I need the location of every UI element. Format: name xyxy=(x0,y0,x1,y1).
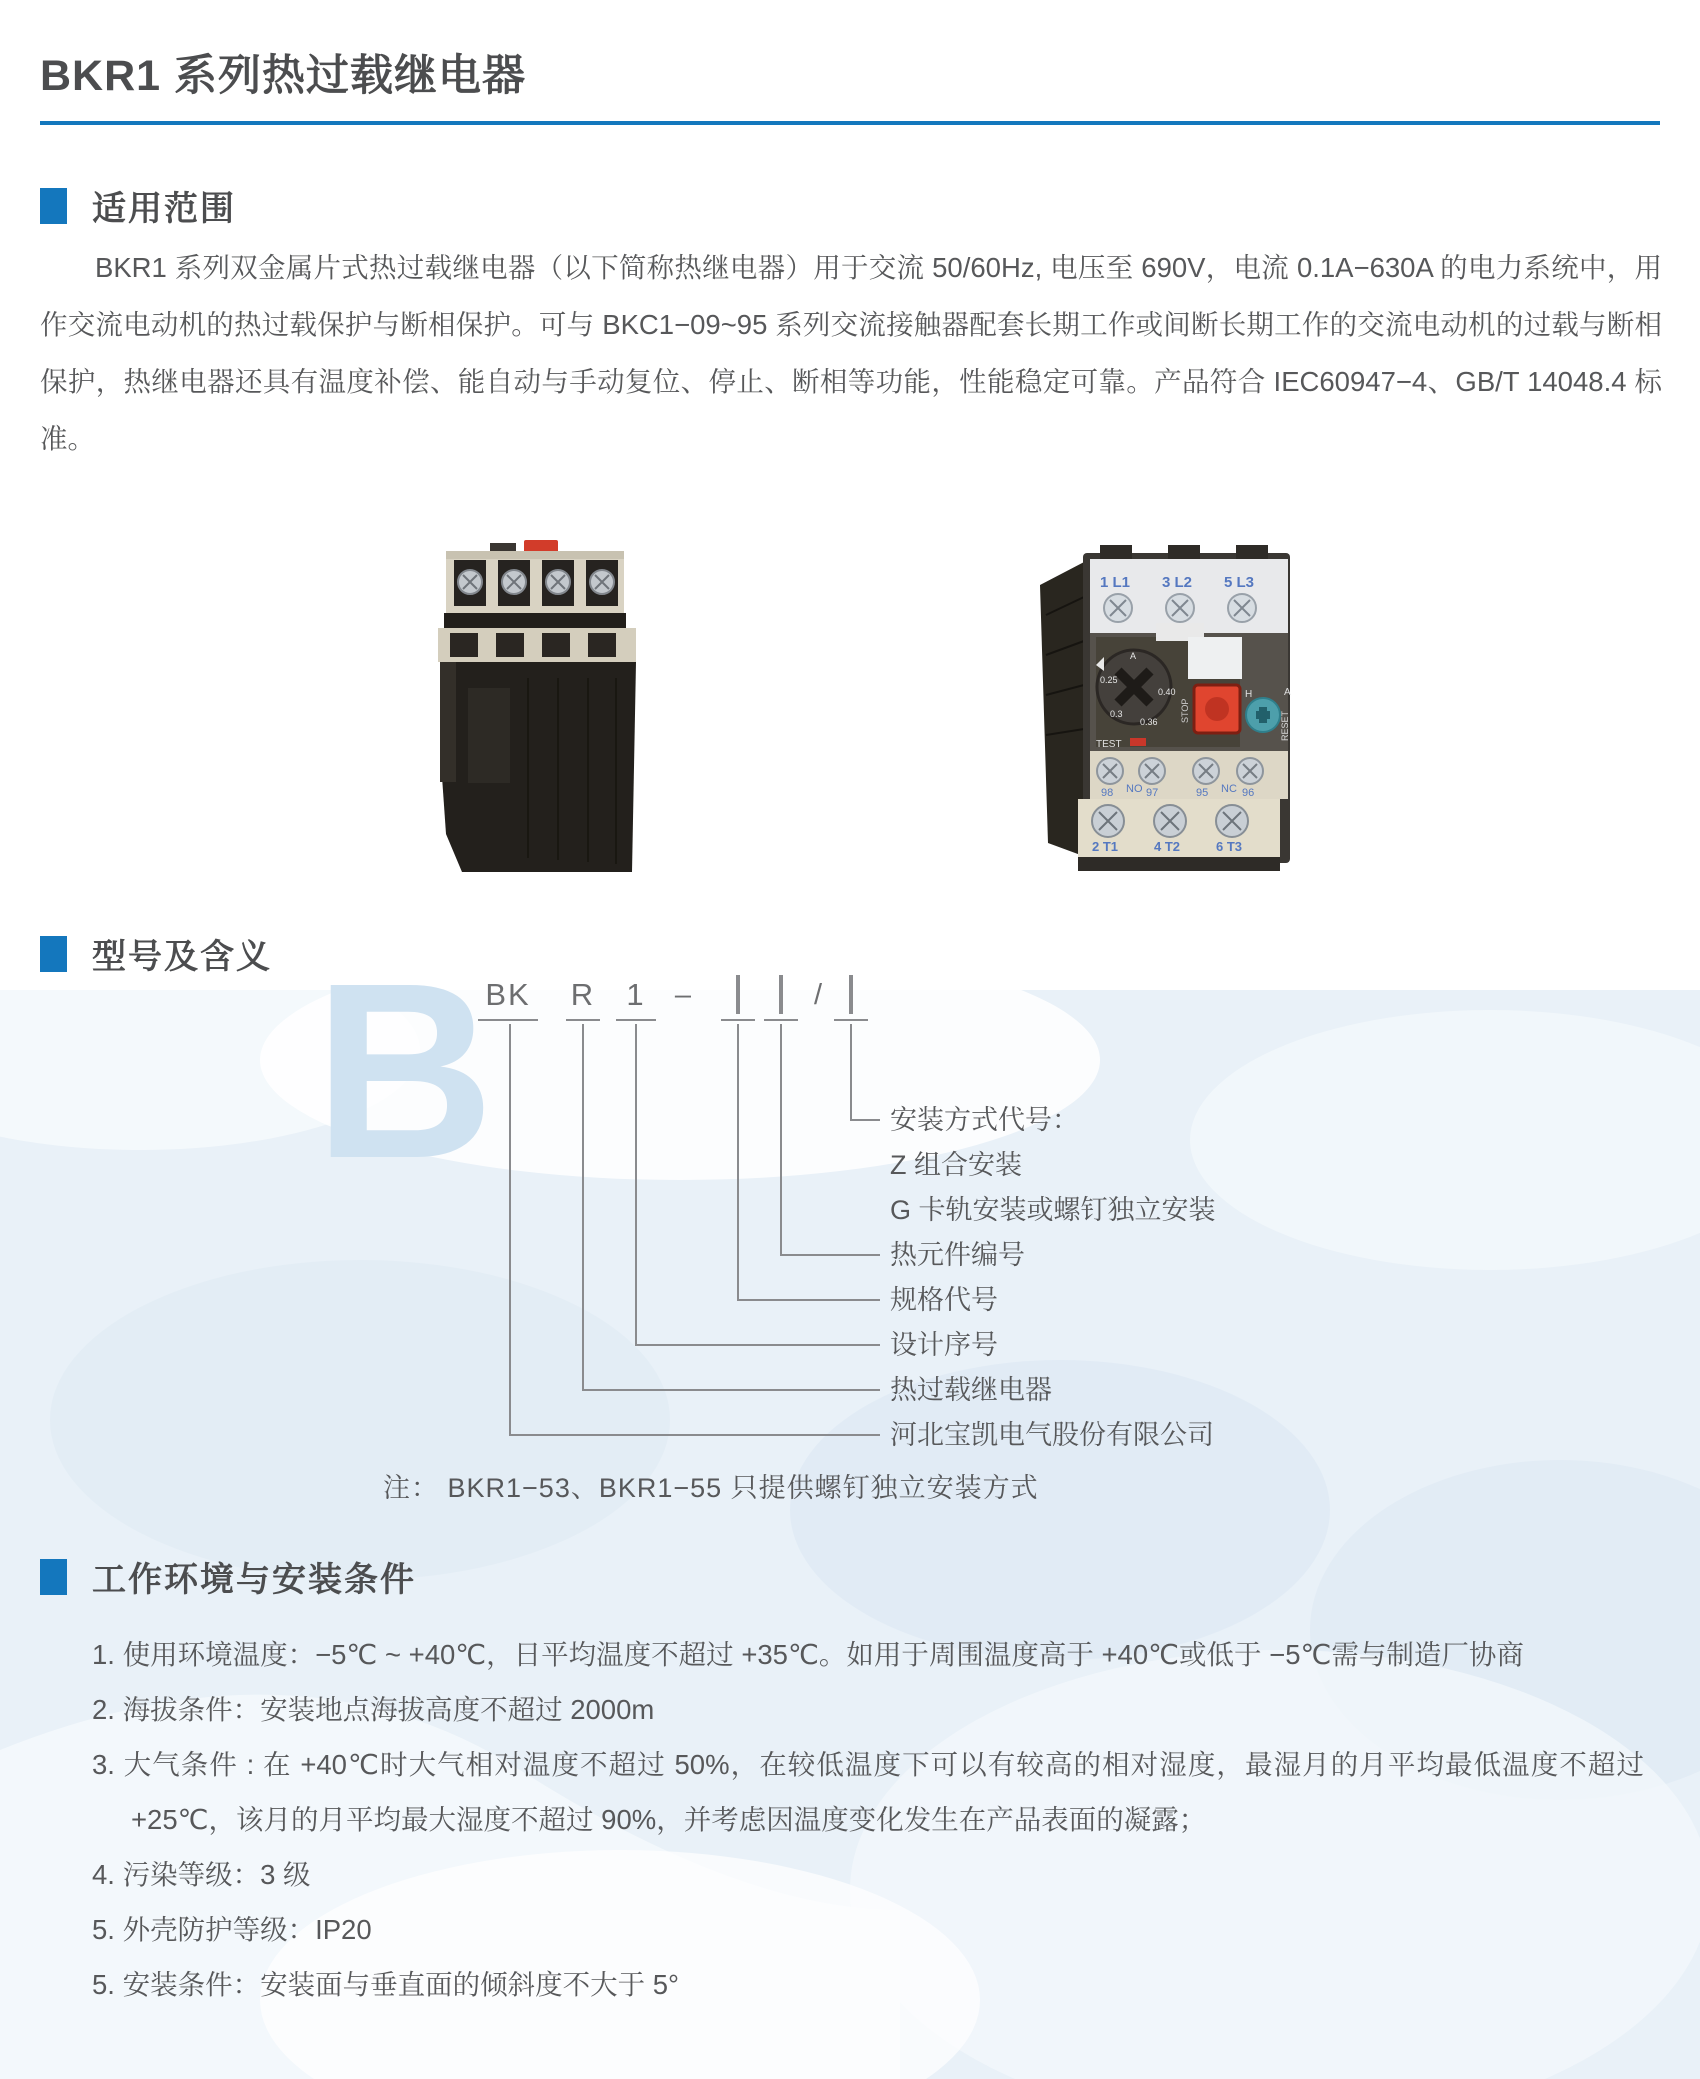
section-heading-environment xyxy=(40,1552,416,1601)
model-meaning-spec: 规格代号 xyxy=(890,1285,998,1315)
page-title: BKR1 系列热过载继电器 xyxy=(40,52,527,100)
title-rule xyxy=(40,121,1660,125)
terminal-label-L3: 5 L3 xyxy=(1224,574,1255,591)
dial-unit-label: A xyxy=(1130,651,1137,661)
model-code-dash: – xyxy=(674,979,692,1011)
terminal-label-T1: 2 T1 xyxy=(1092,839,1119,854)
environment-item-4: 4. 污染等级：3 级 xyxy=(92,1859,311,1890)
test-label: TEST xyxy=(1096,739,1122,750)
model-meaning-mounting-z: Z 组合安装 xyxy=(890,1150,1022,1180)
model-code-slash: / xyxy=(813,979,823,1011)
model-code-r: R xyxy=(566,975,600,1021)
aux-label-96: 96 xyxy=(1242,787,1255,799)
aux-label-98: 98 xyxy=(1101,787,1114,799)
dial-value-03: 0.3 xyxy=(1110,709,1123,719)
auto-mode-label: A xyxy=(1284,687,1291,698)
section-marker-icon xyxy=(40,1559,67,1595)
model-connector-lines xyxy=(400,1000,900,1460)
environment-list xyxy=(92,1627,1644,2012)
model-meaning-mounting: 安装方式代号： xyxy=(890,1105,1079,1135)
terminal-label-L2: 3 L2 xyxy=(1162,574,1193,591)
environment-item-3: 3. 大气条件 : 在 +40℃时大气相对温度不超过 50%，在较低温度下可以有较高的相对湿度，最湿月的月平均最低温度不超过 +25℃，该月的月平均最大湿度不超过 90%，并考虑因温度变化发生在产品表面的凝露； xyxy=(92,1749,1644,1835)
model-meaning-company: 河北宝凯电气股份有限公司 xyxy=(890,1420,1214,1450)
environment-heading: 工作环境与安装条件 xyxy=(92,1561,416,1599)
stop-button-label: STOP xyxy=(1180,698,1190,723)
watermark-letter: B xyxy=(314,931,489,1210)
model-meaning-relay: 热过载继电器 xyxy=(890,1375,1052,1405)
dial-value-036: 0.36 xyxy=(1140,717,1158,727)
model-code-1: 1 xyxy=(616,975,656,1021)
model-note: 注： BKR1−53、BKR1−55 只提供螺钉独立安装方式 xyxy=(383,1473,1039,1503)
terminal-label-T3: 6 T3 xyxy=(1216,839,1243,854)
environment-item-2: 2. 海拔条件：安装地点海拔高度不超过 2000m xyxy=(92,1694,655,1725)
environment-item-5: 5. 外壳防护等级：IP20 xyxy=(92,1914,372,1945)
model-code-bk: BK xyxy=(478,975,538,1021)
reset-button-label: RESET xyxy=(1280,710,1290,741)
scope-paragraph: BKR1 系列双金属片式热过载继电器（以下简称热继电器）用于交流 50/60Hz, 电压至 690V，电流 0.1A−630A 的电力系统中，用作交流电动机的热过载保护与断相保护。可与 BKC1−09~95 系列交流接触器配套长期工作或间断长期工作的交流电动机的过载与断相保护，热继电器还具有温度补偿、能自动与手动复位、停止、断相等功能，性能稳定可靠。产品符合 IEC60947−4、GB/T 14048.4 标准。 xyxy=(40,252,1662,454)
aux-label-97: 97 xyxy=(1146,787,1159,799)
model-meaning-design: 设计序号 xyxy=(890,1330,998,1360)
scope-heading: 适用范围 xyxy=(92,190,236,228)
product-photo-left xyxy=(438,538,640,876)
aux-label-no: NO xyxy=(1126,783,1143,795)
terminal-label-T2: 4 T2 xyxy=(1154,839,1181,854)
environment-item-6: 5. 安装条件：安装面与垂直面的倾斜度不大于 5° xyxy=(92,1969,680,2000)
model-heading: 型号及含义 xyxy=(92,938,272,976)
aux-label-nc: NC xyxy=(1221,783,1237,795)
model-meaning-element: 热元件编号 xyxy=(890,1240,1025,1270)
section-heading-model xyxy=(40,929,272,978)
product-photo-right xyxy=(1038,545,1300,877)
terminal-label-L1: 1 L1 xyxy=(1100,574,1131,591)
section-marker-icon xyxy=(40,188,67,224)
dial-value-040: 0.40 xyxy=(1158,687,1176,697)
section-heading-scope xyxy=(40,181,236,230)
dial-value-025: 0.25 xyxy=(1100,675,1118,685)
aux-label-95: 95 xyxy=(1196,787,1209,799)
environment-item-1: 1. 使用环境温度：−5℃ ~ +40℃，日平均温度不超过 +35℃。如用于周围温度高于 +40℃或低于 −5℃需与制造厂协商 xyxy=(92,1639,1524,1670)
manual-mode-label: H xyxy=(1245,689,1253,700)
section-marker-icon xyxy=(40,936,67,972)
model-meaning-mounting-g: G 卡轨安装或螺钉独立安装 xyxy=(890,1195,1216,1225)
